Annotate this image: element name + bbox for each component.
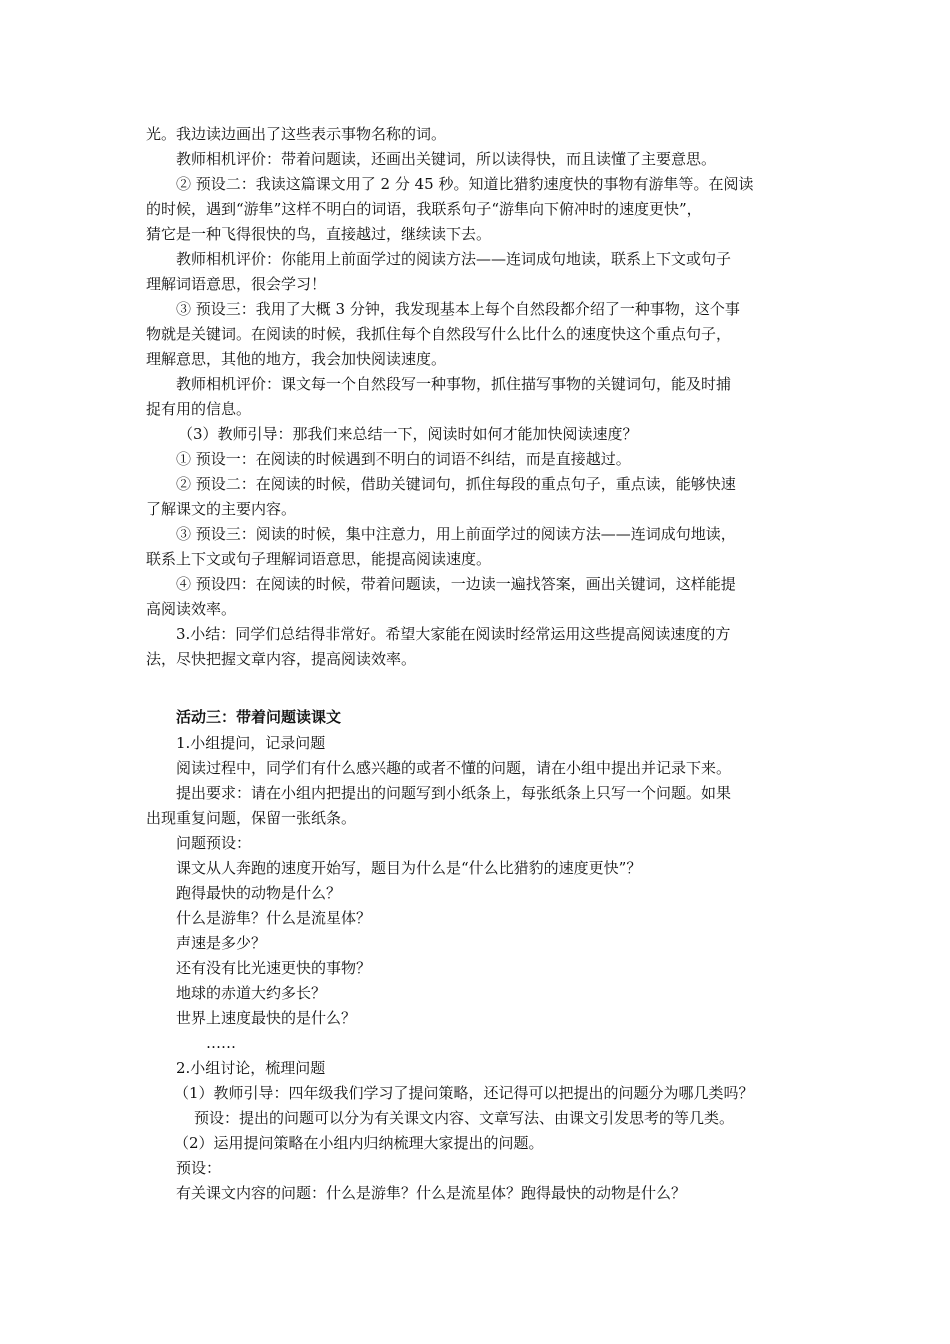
paragraph-line: 捉有用的信息。: [146, 400, 252, 418]
paragraph-line: ② 预设二：在阅读的时候，借助关键词句，抓住每段的重点句子，重点读，能够快速: [176, 475, 736, 493]
paragraph-line: 教师相机评价：课文每一个自然段写一种事物，抓住描写事物的关键词句，能及时捕: [176, 375, 732, 393]
paragraph-line: 预设：: [176, 1159, 222, 1177]
ellipsis-line: ……: [206, 1034, 236, 1052]
paragraph-line: 物就是关键词。在阅读的时候，我抓住每个自然段写什么比什么的速度快这个重点句子，: [146, 325, 732, 343]
paragraph-line: 理解词语意思，很会学习！: [146, 275, 327, 293]
section-heading: 活动三：带着问题读课文: [176, 708, 342, 726]
paragraph-line: 法，尽快把握文章内容，提高阅读效率。: [146, 650, 417, 668]
paragraph-line: 出现重复问题，保留一张纸条。: [146, 809, 357, 827]
paragraph-line: 了解课文的主要内容。: [146, 500, 297, 518]
paragraph-line: 的时候，遇到“游隼”这样不明白的词语，我联系句子“游隼向下俯冲时的速度更快”，: [146, 200, 702, 218]
paragraph-line: ④ 预设四：在阅读的时候，带着问题读，一边读一遍找答案，画出关键词，这样能提: [176, 575, 736, 593]
paragraph-line: 预设：提出的问题可以分为有关课文内容、文章写法、由课文引发思考的等几类。: [194, 1109, 735, 1127]
paragraph-line: 声速是多少？: [176, 934, 267, 952]
paragraph-line: 教师相机评价：带着问题读，还画出关键词，所以读得快，而且读懂了主要意思。: [176, 150, 717, 168]
paragraph-line: 地球的赤道大约多长？: [176, 984, 327, 1002]
paragraph-line: 2.小组讨论，梳理问题: [176, 1059, 326, 1077]
paragraph-line: 3.小结：同学们总结得非常好。希望大家能在阅读时经常运用这些提高阅读速度的方: [176, 625, 731, 643]
paragraph-line: 有关课文内容的问题：什么是游隼？什么是流星体？跑得最快的动物是什么？: [176, 1184, 687, 1202]
paragraph-line: 光。我边读边画出了这些表示事物名称的词。: [146, 125, 447, 143]
paragraph-line: 阅读过程中，同学们有什么感兴趣的或者不懂的问题，请在小组中提出并记录下来。: [176, 759, 732, 777]
paragraph-line: 联系上下文或句子理解词语意思，能提高阅读速度。: [146, 550, 492, 568]
paragraph-line: 还有没有比光速更快的事物？: [176, 959, 372, 977]
paragraph-line: 什么是游隼？什么是流星体？: [176, 909, 372, 927]
paragraph-line: ① 预设一：在阅读的时候遇到不明白的词语不纠结，而是直接越过。: [176, 450, 631, 468]
paragraph-line: 课文从人奔跑的速度开始写，题目为什么是“什么比猎豹的速度更快”？: [176, 859, 642, 877]
paragraph-line: ③ 预设三：阅读的时候，集中注意力，用上前面学过的阅读方法——连词成句地读，: [176, 525, 736, 543]
paragraph-line: 教师相机评价：你能用上前面学过的阅读方法——连词成句地读，联系上下文或句子: [176, 250, 732, 268]
paragraph-line: 问题预设：: [176, 834, 252, 852]
paragraph-line: ② 预设二：我读这篇课文用了 2 分 45 秒。知道比猎豹速度快的事物有游隼等。在阅读: [176, 175, 754, 193]
paragraph-line: 理解意思，其他的地方，我会加快阅读速度。: [146, 350, 447, 368]
paragraph-line: 1.小组提问，记录问题: [176, 734, 326, 752]
paragraph-line: （1）教师引导：四年级我们学习了提问策略，还记得可以把提出的问题分为哪几类吗？: [174, 1084, 754, 1102]
paragraph-line: 提出要求：请在小组内把提出的问题写到小纸条上，每张纸条上只写一个问题。如果: [176, 784, 732, 802]
paragraph-line: 世界上速度最快的是什么？: [176, 1009, 357, 1027]
paragraph-line: 跑得最快的动物是什么？: [176, 884, 342, 902]
paragraph-line: 猜它是一种飞得很快的鸟，直接越过，继续读下去。: [146, 225, 492, 243]
paragraph-line: ③ 预设三：我用了大概 3 分钟，我发现基本上每个自然段都介绍了一种事物，这个事: [176, 300, 740, 318]
paragraph-line: （3）教师引导：那我们来总结一下，阅读时如何才能加快阅读速度？: [178, 425, 638, 443]
paragraph-line: 高阅读效率。: [146, 600, 237, 618]
paragraph-line: （2）运用提问策略在小组内归纳梳理大家提出的问题。: [174, 1134, 544, 1152]
